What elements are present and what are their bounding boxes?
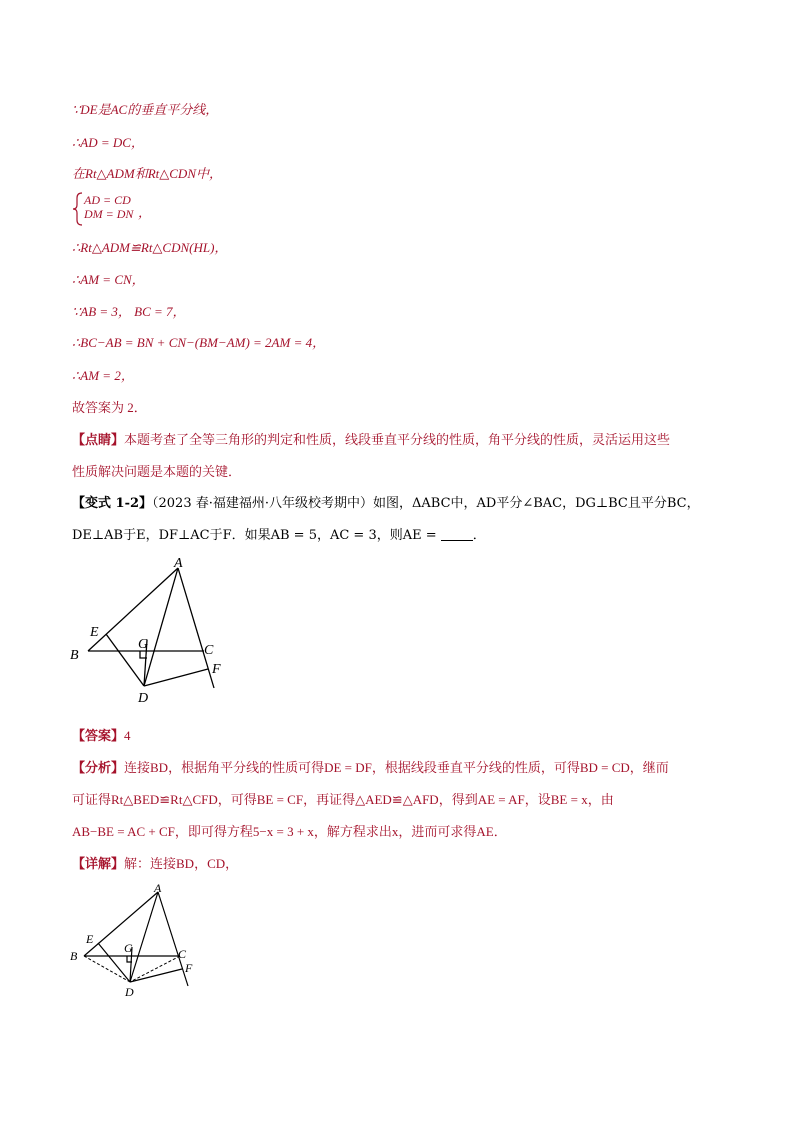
segment-DF [130,969,182,982]
proof-line-5: ∴Rt△ADM≌Rt△CDN(HL)， [72,240,228,255]
system-line-1: AD = CD [84,193,131,207]
label-D: D [125,985,134,999]
segment-AB [88,568,178,651]
proof-line-6: ∴AM = CN， [72,272,145,287]
system-tail: ， [138,205,152,220]
label-C: C [204,643,214,658]
answer-tag: 【答案】 [72,729,125,744]
variant-text-2: DE⊥AB于E，DF⊥AC于F．如果AB = 5，AC = 3，则AE = [72,528,441,543]
proof-line-3: 在Rt△ADM和Rt△CDN中， [72,166,222,181]
analysis-line-3: AB−BE = AC + CF，即可得方程5−x = 3 + x，解方程求出x，进而可求得AE． [72,824,507,839]
detail-tag: 【详解】 [72,857,125,872]
label-D: D [138,691,149,706]
segment-AF [178,568,214,688]
label-A: A [174,556,183,571]
label-B: B [70,648,79,663]
label-F: F [185,961,193,975]
label-C: C [178,947,187,961]
proof-line-2: ∴AD = DC， [72,135,144,150]
segment-AD [144,568,178,686]
segment-DF [144,669,208,686]
variant-tag: 【变式 1-2】 [72,496,153,511]
proof-line-9: ∴AM = 2， [72,368,134,383]
proof-line-1: ∵DE是AC的垂直平分线， [72,102,219,117]
dashed-BD [84,956,130,982]
comment-text-1: 本题考查了全等三角形的判定和性质，线段垂直平分线的性质，角平分线的性质，灵活运用这些 [124,432,671,447]
segment-AD [130,892,158,982]
answer-value: 4 [124,728,131,743]
label-B: B [70,949,78,963]
variant-line-2 [72,528,486,544]
label-E: E [86,932,94,946]
answer-blank [441,528,473,541]
detail-line [72,856,238,873]
analysis-text-1: 连接BD，根据角平分线的性质可得DE = DF，根据线段垂直平分线的性质，可得BD = CD，继而 [124,760,669,775]
proof-line-10: 故答案为 2． [72,400,147,415]
analysis-tag: 【分析】 [72,761,125,776]
analysis-line-2: 可证得Rt△BED≌Rt△CFD，可得BE = CF，再证得△AED≌△AFD，得到AE = AF，设BE = x，由 [72,792,614,807]
comment-tag: 【点睛】 [72,433,125,448]
triangle-figure-2 [64,880,214,1000]
detail-text: 解：连接BD，CD， [124,856,239,871]
segment-AF [158,892,188,986]
variant-text-2-end: ． [472,528,486,543]
label-G: G [138,637,149,652]
system-line-2: DM = DN [84,207,134,221]
comment-line-1 [72,432,670,449]
label-E: E [90,625,99,640]
proof-line-7: ∵AB = 3， BC = 7， [72,304,186,319]
triangle-figure-1 [64,556,234,708]
system-brace [72,192,84,226]
variant-line-1 [72,496,700,512]
comment-line-2: 性质解决问题是本题的关键． [72,464,242,479]
segment-AB [84,892,158,956]
analysis-line-1 [72,760,669,777]
proof-line-8: ∴BC−AB = BN + CN−(BM−AM) = 2AM = 4， [72,335,326,350]
label-A: A [154,881,162,895]
answer-line [72,728,131,745]
variant-text-1: （2023 春·福建福州·八年级校考期中）如图，ΔABC中，AD平分∠BAC，DG⊥BC且平分BC， [152,496,700,511]
label-G: G [124,941,133,955]
label-F: F [212,662,221,677]
